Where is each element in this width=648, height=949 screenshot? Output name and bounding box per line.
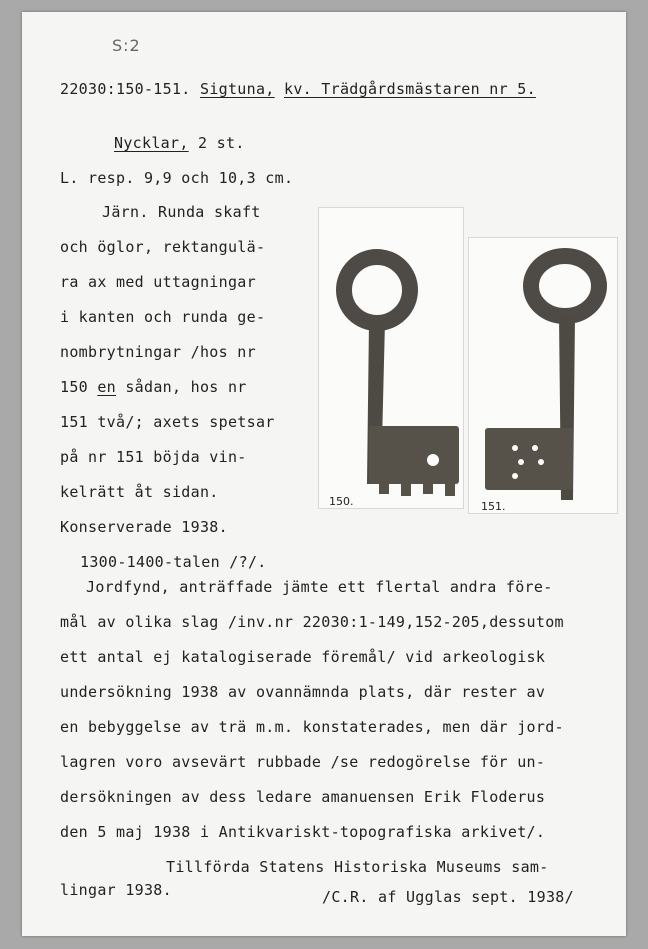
description-line: i kanten och runda ge- xyxy=(60,308,266,326)
description-line: 151 två/; axets spetsar xyxy=(60,413,275,431)
photo-key-150 xyxy=(318,207,464,509)
site-name: kv. Trädgårdsmästaren nr 5. xyxy=(283,80,536,98)
underlined-word: en xyxy=(97,378,116,396)
find-line: undersökning 1938 av ovannämnda plats, där rester av xyxy=(60,683,546,701)
place-name: Sigtuna, xyxy=(199,80,275,98)
photo-key-151 xyxy=(468,237,618,514)
find-line: mål av olika slag /inv.nr 22030:1-149,152-205,dessutom xyxy=(60,613,564,631)
find-line: den 5 maj 1938 i Antikvariskt-topografiska arkivet/. xyxy=(60,823,546,841)
object-title xyxy=(114,134,245,152)
description-line: kelrätt åt sidan. xyxy=(60,483,219,501)
photo-label-151: 151. xyxy=(481,500,506,513)
description-fragment: sådan, hos nr xyxy=(116,378,247,396)
description-line: Järn. Runda skaft xyxy=(102,203,261,221)
find-line: ett antal ej katalogiserade föremål/ vid arkeologisk xyxy=(60,648,546,666)
description-fragment: 150 xyxy=(60,378,98,396)
find-line: lagren voro avsevärt rubbade /se redogörelse för un- xyxy=(60,753,546,771)
signature: /C.R. af Ugglas sept. 1938/ xyxy=(322,888,574,906)
find-line: en bebyggelse av trä m.m. konstaterades, men där jord- xyxy=(60,718,564,736)
accession-line: Tillförda Statens Historiska Museums sam- xyxy=(166,858,549,876)
dimensions: L. resp. 9,9 och 10,3 cm. xyxy=(60,169,294,187)
accession-line: lingar 1938. xyxy=(60,881,172,899)
object-count: 2 st. xyxy=(198,134,245,152)
description-line: på nr 151 böjda vin- xyxy=(60,448,247,466)
dating: 1300-1400-talen /?/. xyxy=(80,553,267,571)
description-line xyxy=(60,378,247,396)
catalogue-card xyxy=(22,12,626,936)
catalogue-header xyxy=(60,80,536,98)
photo-label-150: 150. xyxy=(329,495,354,508)
description-line: nombrytningar /hos nr xyxy=(60,343,256,361)
key-150-image xyxy=(319,208,463,508)
object-name: Nycklar, xyxy=(114,134,189,152)
key-151-image xyxy=(469,238,617,513)
inventory-number: 22030:150-151. xyxy=(60,80,191,98)
find-line: dersökningen av dess ledare amanuensen Erik Floderus xyxy=(60,788,546,806)
description-line: ra ax med uttagningar xyxy=(60,273,256,291)
description-line: och öglor, rektangulä- xyxy=(60,238,266,256)
pencil-mark: S:2 xyxy=(112,36,141,55)
conservation-note: Konserverade 1938. xyxy=(60,518,228,536)
find-line: Jordfynd, anträffade jämte ett flertal andra före- xyxy=(86,578,553,596)
